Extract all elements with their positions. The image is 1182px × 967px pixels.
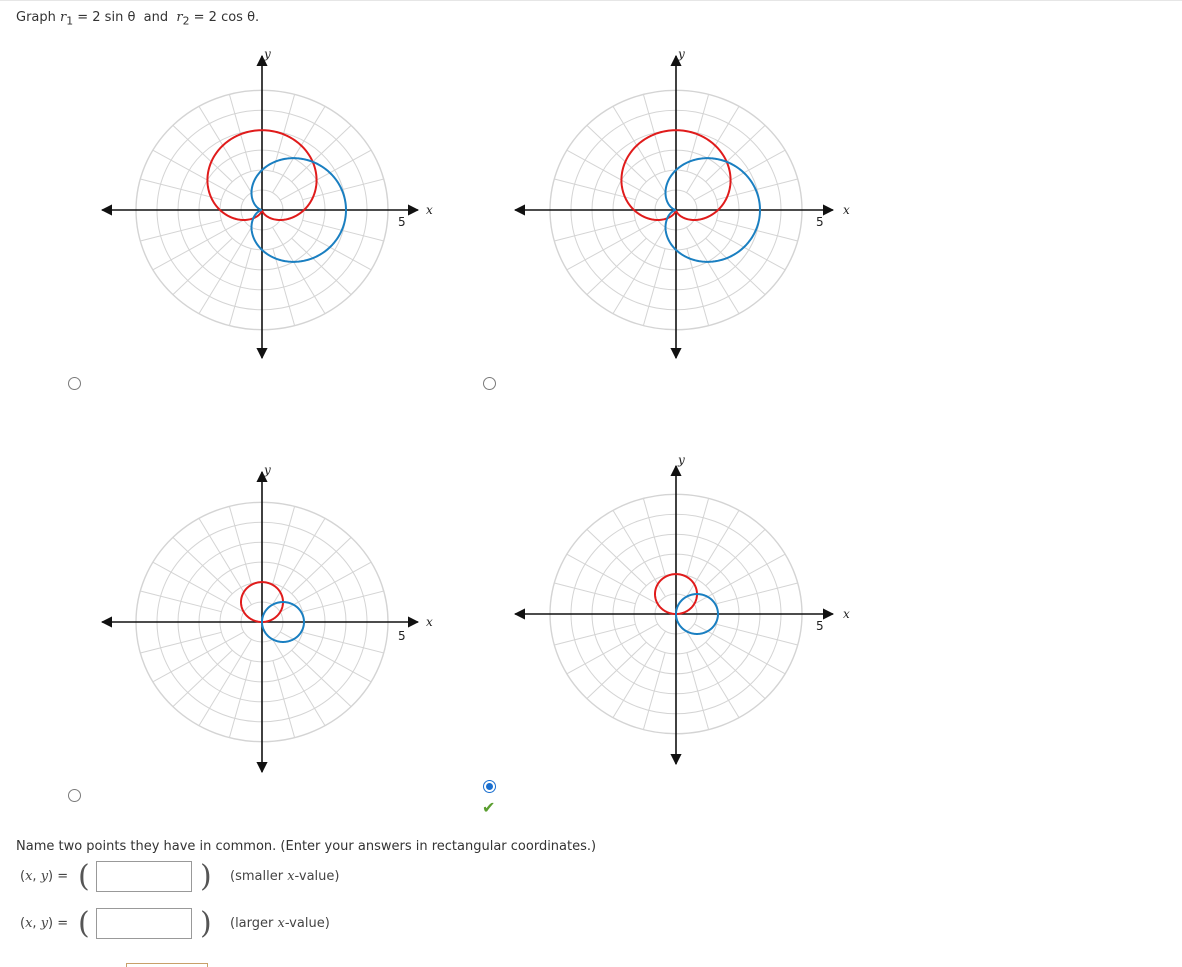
grid-spoke [229,249,251,326]
polar-graph-b [513,48,853,368]
grid-spoke [292,537,351,593]
coordinate-label: (x, y) = [20,916,69,931]
grid-spoke [554,220,635,241]
larger-x-hint: (larger x-value) [230,916,330,931]
option-a-radio[interactable] [68,377,81,390]
smaller-x-answer-input[interactable] [96,861,192,892]
tick-label-5: 5 [816,215,824,229]
option-c-radio[interactable] [68,789,81,802]
x-axis-label: x [426,615,433,629]
grid-spoke [687,653,709,730]
grid-spoke [717,583,798,604]
grid-spoke [717,624,798,645]
grid-spoke [273,506,295,583]
grid-spoke [292,650,351,706]
close-paren: ) [200,906,212,941]
common-points-prompt: Name two points they have in common. (Enter your answers in rectangular coordinates.) [16,839,597,854]
grid-spoke [643,249,665,326]
grid-spoke [140,632,221,653]
tick-label-5: 5 [816,619,824,633]
coordinate-label: (x, y) = [20,869,69,884]
grid-spoke [292,125,351,181]
x-axis-label: x [843,203,850,217]
grid-spoke [554,583,635,604]
x-axis-label: x [426,203,433,217]
top-divider [0,0,1182,1]
next-button-edge[interactable] [126,963,208,967]
grid-spoke [303,220,384,241]
open-paren: ( [78,906,90,941]
grid-spoke [687,498,709,575]
grid-spoke [229,661,251,738]
answer-row-smaller [20,858,420,898]
larger-x-answer-input[interactable] [96,908,192,939]
tick-label-5: 5 [398,629,406,643]
grid-spoke [173,238,232,294]
grid-spoke [173,537,232,593]
y-axis-label: y [264,47,271,61]
y-axis-label: y [678,453,685,467]
grid-spoke [292,238,351,294]
grid-spoke [643,653,665,730]
grid-spoke [273,661,295,738]
smaller-x-hint: (smaller x-value) [230,869,340,884]
grid-spoke [643,498,665,575]
close-paren: ) [200,859,212,894]
polar-graph-c [100,460,433,780]
polar-graph-d [513,452,853,772]
grid-spoke [587,529,646,585]
answer-row-larger [20,905,420,945]
grid-spoke [706,529,765,585]
grid-spoke [587,125,646,181]
grid-spoke [173,125,232,181]
question-text: Graph $r_1 = 2$ sin θ and $r_2 = 2$ cos θ. [16,10,260,28]
option-d-radio[interactable] [483,780,496,793]
grid-spoke [717,220,798,241]
grid-spoke [303,591,384,612]
grid-spoke [587,238,646,294]
correct-check-icon: ✔ [482,798,496,817]
polar-graph-a [100,47,433,368]
grid-spoke [229,506,251,583]
y-axis-label: y [264,463,271,477]
grid-spoke [706,238,765,294]
option-b-radio[interactable] [483,377,496,390]
grid-spoke [140,220,221,241]
x-axis-label: x [843,607,850,621]
grid-spoke [587,642,646,698]
y-axis-label: y [678,47,685,61]
grid-spoke [706,125,765,181]
grid-spoke [173,650,232,706]
open-paren: ( [78,859,90,894]
grid-spoke [706,642,765,698]
grid-spoke [554,624,635,645]
grid-spoke [303,632,384,653]
tick-label-5: 5 [398,215,406,229]
grid-spoke [140,591,221,612]
